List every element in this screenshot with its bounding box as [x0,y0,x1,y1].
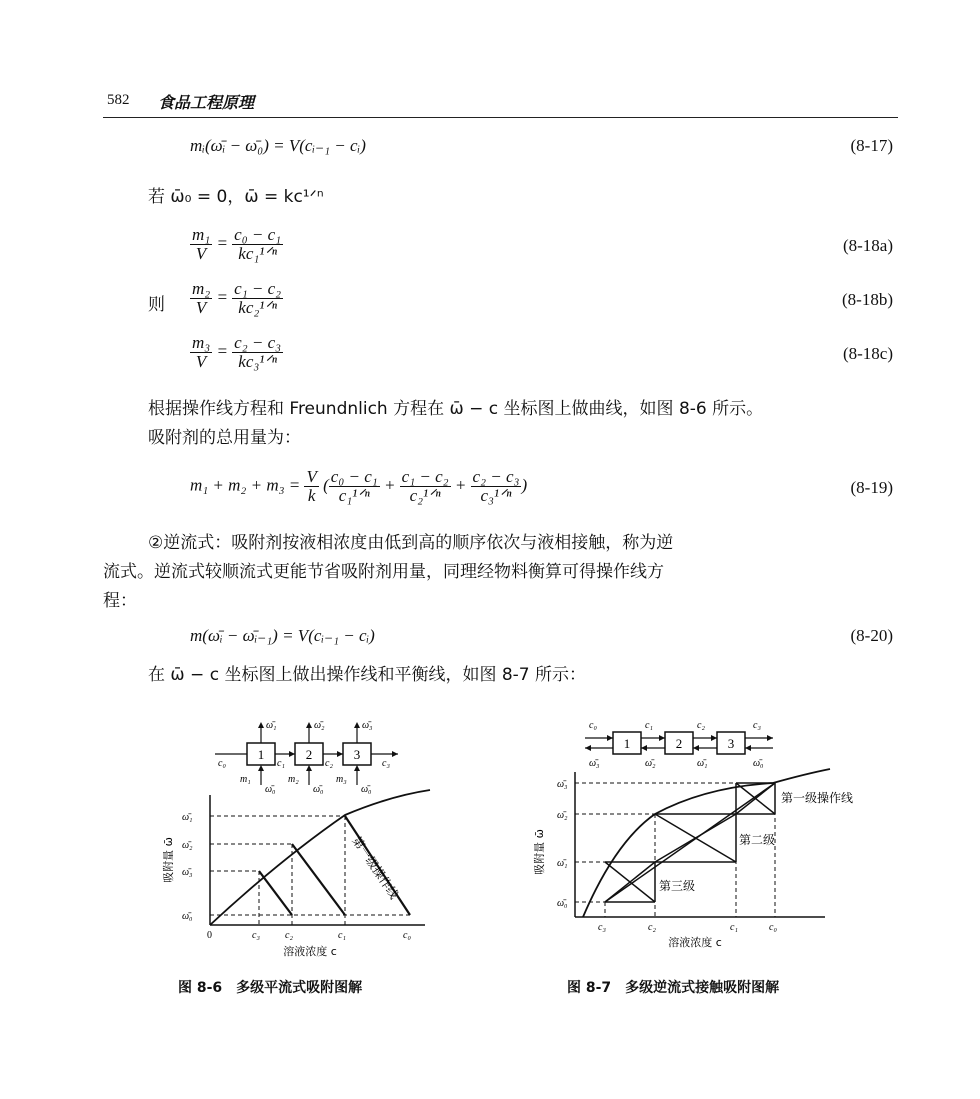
x-tick-c0: c₀ [769,922,777,933]
running-title: 食品工程原理 [158,93,255,112]
bottom-label-w3: ω̄₃ [589,758,600,769]
bottom-label-m3: m₃ [336,774,347,785]
stage-label-3: 3 [727,736,735,751]
y-tick-w2: ω̄₂ [557,810,568,821]
frac-den: k [307,486,316,505]
frac-num: c₀ − c₁ [330,467,378,486]
y-tick-w3: ω̄₃ [182,867,193,878]
equation-8-18b: $\frac{\text{m₂}}{V}$ = $\frac{\text{c₁ − c₂}}{\text{kc₂¹ᐟⁿ}}$ [192,279,282,317]
bottom-label-w0: ω̄₀ [753,758,764,769]
y-tick-w2: ω̄₂ [182,840,193,851]
equation-8-18a: $\frac{\text{m₁}}{V}$ = $\frac{\text{c₀ − c₁}}{\text{kc₁¹ᐟⁿ}}$ [192,225,282,263]
stage-label-1: 1 [257,747,265,762]
x-tick-c1: c₁ [730,922,738,933]
y-tick-w0: ω̄₀ [557,898,568,909]
figure-8-7 [525,712,895,962]
frac-den: V [195,298,207,317]
x-tick-c3: c₃ [252,930,260,941]
bottom-label-w0-c: ω̄₀ [361,784,372,795]
frac-den: V [195,244,207,263]
x-tick-0: 0 [207,930,212,941]
flow-label-c1: c₁ [277,758,285,769]
frac-num: c₁ − c₂ [234,279,282,298]
y-tick-w3: ω̄₃ [557,779,568,790]
equilibrium-curve [210,790,430,925]
flow-label-c0: c₀ [218,758,226,769]
stage-label-2: 2 [675,736,683,751]
equation-prefix-ze: 则 [148,295,165,315]
frac-den: kc₁¹ᐟⁿ [238,244,277,263]
figure-8-7-caption: 图 8-7 多级逆流式接触吸附图解 [567,980,780,996]
bottom-label-w0-a: ω̄₀ [265,784,276,795]
stage-label-3: 3 [353,747,361,762]
paragraph-2-line-1: ②逆流式：吸附剂按液相浓度由低到高的顺序依次与液相接触，称为逆 [148,533,674,553]
operating-line-label: 第一级操作线 [349,833,402,902]
y-tick-w1: ω̄₁ [182,812,193,823]
frac-den: c₁¹ᐟⁿ [338,486,370,505]
y-tick-w1: ω̄₁ [557,858,568,869]
y-axis-label: 吸附量 ω̄ [533,829,546,875]
page-number: 582 [107,92,130,108]
x-axis-label: 溶液浓度 c [668,936,722,949]
top-label-c0: c₀ [589,720,597,731]
bottom-label-w1: ω̄₁ [697,758,708,769]
x-tick-c2: c₂ [648,922,656,933]
bottom-label-w0-b: ω̄₀ [313,784,324,795]
label-second-stage: 第二级 [739,833,776,847]
equation-number-8-18a: (8-18a) [842,236,893,255]
paragraph-2-line-2: 流式。逆流式较顺流式更能节省吸附剂用量，同理经物料衡算可得操作线方 [103,562,664,582]
equation-number-8-18b: (8-18b) [842,290,893,309]
equation-8-20: m(ω̄ᵢ − ω̄ᵢ₋₁) = V(cᵢ₋₁ − cᵢ) [190,626,375,645]
frac-num: c₀ − c₁ [234,225,282,244]
paragraph-2-line-3: 程： [103,591,137,611]
figure-8-6-caption: 图 8-6 多级平流式吸附图解 [178,980,363,996]
frac-num: m₃ [192,333,211,352]
frac-num: c₂ − c₃ [472,467,520,486]
frac-den: V [195,352,207,371]
y-tick-w0: ω̄₀ [182,911,193,922]
label-third-stage: 第三级 [659,879,696,893]
equation-number-8-19: (8-19) [850,478,893,497]
paragraph-3-line-1: 在 ω̄ − c 坐标图上做出操作线和平衡线，如图 8-7 所示： [148,665,587,685]
top-label-w3: ω̄₃ [362,720,373,731]
paragraph-1-line-1: 根据操作线方程和 Freundnlich 方程在 ω̄ − c 坐标图上做曲线，如图 8-6 所示。 [148,399,764,419]
equation-number-8-20: (8-20) [850,626,893,645]
frac-num: c₁ − c₂ [401,467,449,486]
top-label-c1: c₁ [645,720,653,731]
paragraph-1-line-2: 吸附剂的总用量为： [148,428,301,448]
frac-den: kc₂¹ᐟⁿ [238,298,277,317]
header-rule [103,117,898,118]
label-first-stage-operating-line: 第一级操作线 [781,791,854,805]
equation-number-8-18c: (8-18c) [842,344,893,363]
x-axis-label: 溶液浓度 c [283,945,337,958]
x-tick-c0: c₀ [403,930,411,941]
x-tick-c3: c₃ [598,922,606,933]
top-label-c3: c₃ [753,720,761,731]
frac-num: V [306,467,317,486]
bottom-label-w2: ω̄₂ [645,758,656,769]
eq19-lhs: m₁ + m₂ + m₃ = [190,475,301,495]
flow-label-c2: c₂ [325,758,333,769]
condition-line: 若 ω̄₀ = 0，ω̄ = kc¹ᐟⁿ [148,187,324,207]
top-label-c2: c₂ [697,720,705,731]
stage-label-1: 1 [623,736,631,751]
x-tick-c2: c₂ [285,930,293,941]
y-axis-label: 吸附量 ω̄ [162,837,175,883]
top-label-w2: ω̄₂ [314,720,325,731]
frac-den: c₃¹ᐟⁿ [480,486,512,505]
stage-label-2: 2 [305,747,313,762]
bottom-label-m2: m₂ [288,774,299,785]
frac-num: m₁ [192,225,211,244]
frac-den: c₂¹ᐟⁿ [409,486,441,505]
equation-number-8-17: (8-17) [850,136,893,155]
figure-8-6 [160,710,450,965]
top-label-w1: ω̄₁ [266,720,277,731]
frac-num: c₂ − c₃ [234,333,282,352]
equation-8-18c: $\frac{\text{m₃}}{V}$ = $\frac{\text{c₂ − c₃}}{\text{kc₃¹ᐟⁿ}}$ [192,333,282,371]
x-tick-c1: c₁ [338,930,346,941]
equation-8-17: mᵢ(ω̄ᵢ − ω̄₀) = V(cᵢ₋₁ − cᵢ) [190,136,366,155]
flow-label-c3: c₃ [382,758,390,769]
frac-num: m₂ [192,279,211,298]
frac-den: kc₃¹ᐟⁿ [238,352,277,371]
bottom-label-m1: m₁ [240,774,251,785]
equation-8-19: m₁ + m₂ + m₃ = $\frac{V}{k}$ ( $\frac{\text{c₀ − c₁}}{\text{c₁¹ᐟⁿ}}$ + $\frac{\text{c₁ − c₂}}{\text{c₂¹ᐟⁿ}}$ + $\frac{\text{c₂ − c₃}}{\text{c₃¹ᐟⁿ}}$ ) [190,467,528,505]
